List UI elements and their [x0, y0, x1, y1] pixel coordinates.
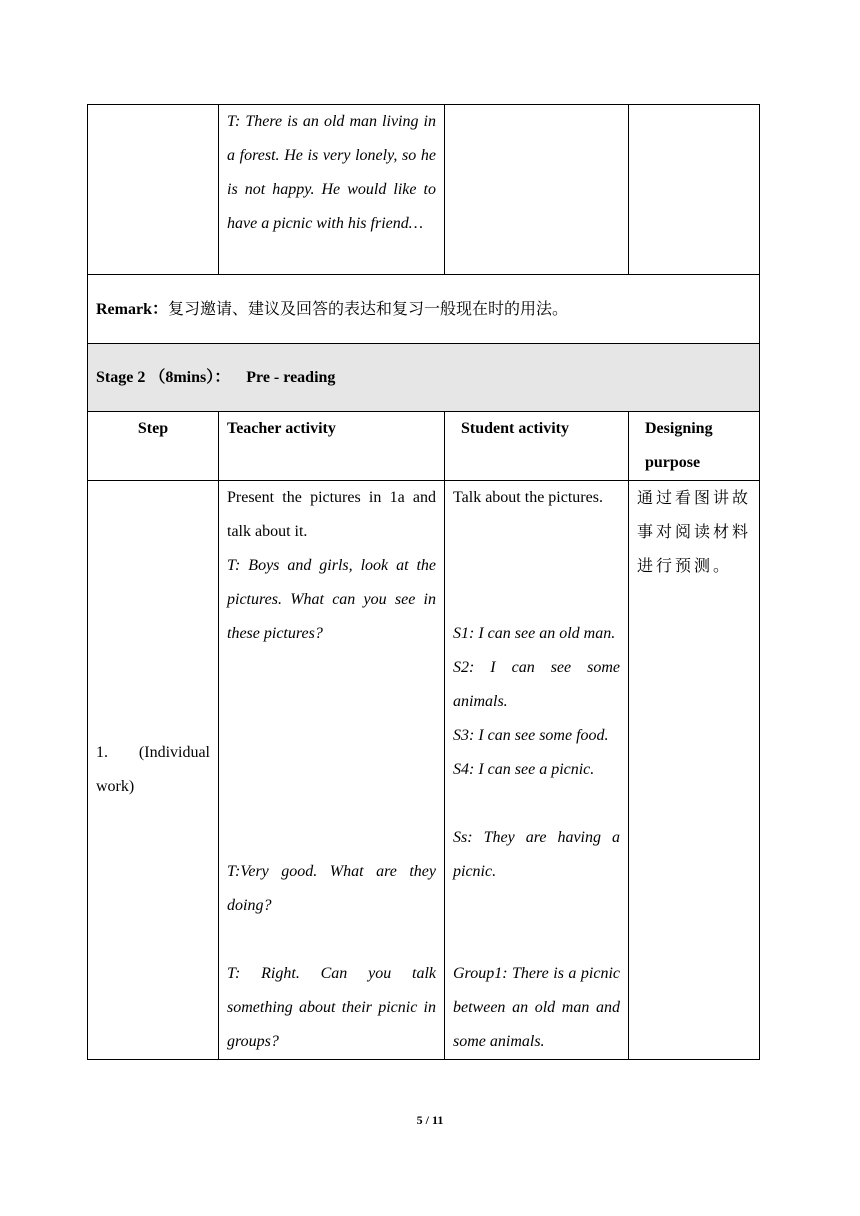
header-teacher-activity: Teacher activity [219, 412, 445, 481]
student-answer-s3: S3: I can see some food. [453, 727, 609, 744]
table-row [88, 481, 760, 1060]
remark-text: 复习邀请、建议及回答的表达和复习一般现在时的用法。 [168, 298, 569, 318]
student-answer-s1: S1: I can see an old man. [453, 625, 616, 642]
stage-cell [88, 344, 760, 412]
header-step: Step [88, 412, 219, 481]
teacher-activity-cell [219, 481, 445, 1060]
student-answer-s2: S2: I can see some animals. [453, 659, 620, 710]
stage-label: Stage 2 （8mins）： [96, 368, 231, 386]
teacher-question-1: T: Boys and girls, look at the pictures. What can you see in these pictures? [227, 557, 436, 642]
step-cell-empty [88, 105, 219, 275]
step-cell: 1. (Individual work) [88, 481, 219, 1060]
student-answer-s4: S4: I can see a picnic. [453, 761, 595, 778]
remark-label: Remark： [96, 300, 168, 318]
header-row [88, 412, 760, 481]
purpose-cell: 通过看图讲故事对阅读材料进行预测。 [629, 481, 760, 1060]
header-designing-purpose: Designing purpose [629, 412, 760, 481]
student-activity-cell-empty [445, 105, 629, 275]
teacher-question-2: T:Very good. What are they doing? [227, 863, 436, 914]
stage-name: Pre - reading [246, 368, 336, 386]
student-intro: Talk about the pictures. [453, 489, 603, 506]
teacher-question-3: T: Right. Can you talk something about their picnic in groups? [227, 965, 436, 1050]
lesson-plan-table [87, 104, 760, 1060]
student-activity-cell [445, 481, 629, 1060]
table-row [88, 105, 760, 275]
teacher-intro: Present the pictures in 1a and talk about it. [227, 489, 436, 540]
page-number: 5 / 11 [416, 1113, 444, 1127]
student-answer-group1: Group1: There is a picnic between an old man and some animals. [453, 965, 620, 1050]
remark-row [88, 275, 760, 344]
header-student-activity: Student activity [445, 412, 629, 481]
teacher-activity-cell: T: There is an old man living in a forest. He is very lonely, so he is not happy. He would like to have a picnic with his friend… [219, 105, 445, 275]
student-answer-ss: Ss: They are having a picnic. [453, 829, 620, 880]
stage-row [88, 344, 760, 412]
remark-cell [88, 275, 760, 344]
purpose-cell-empty [629, 105, 760, 275]
